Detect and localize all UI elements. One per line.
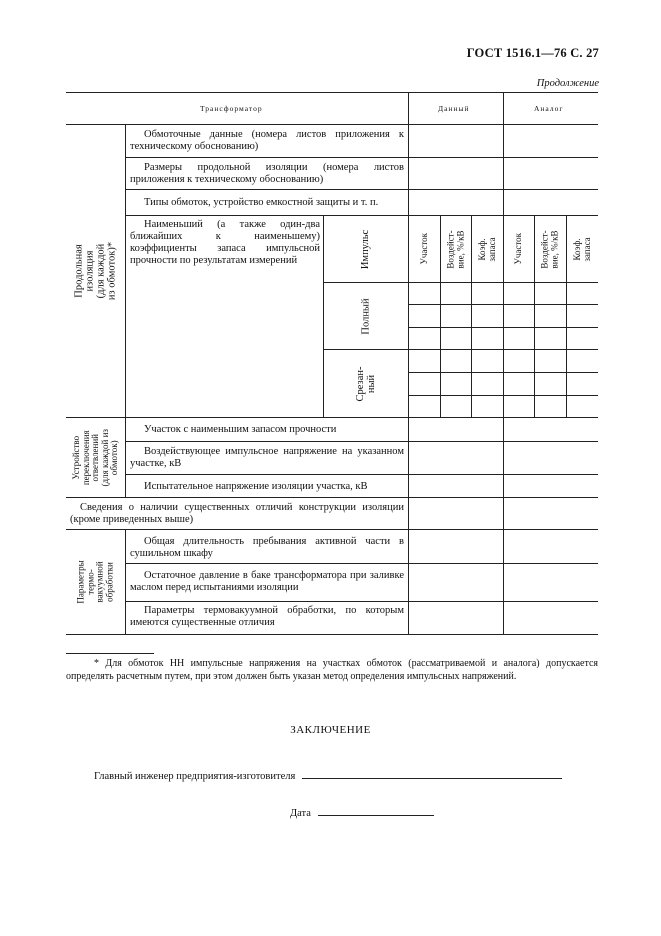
analog-voltage-header: Воздейст-вие, %/кВ	[540, 229, 560, 269]
row-least-margin: Наименьший (а также один-два ближайших к наименьшему) коэффициенты запаса импульсной прочности по результатам измерений	[130, 219, 320, 266]
footnote: * Для обмоток НН импульсные напряжения на участках обмоток (рассматриваемой и аналога) допускается определять расчетным путем, при этом должен быть указан метод определения импульсных напряжений.	[66, 658, 598, 682]
impulse-full-label: Полный	[360, 297, 372, 335]
row-residual-pressure: Остаточное давление в баке трансформатора при заливке маслом перед испытаниями изоляции	[130, 570, 404, 593]
col-header-analog: Аналог	[534, 104, 564, 113]
chief-engineer-label: Главный инженер предприятия-изготовителя	[94, 771, 296, 782]
row-weakest-section: Участок с наименьшим запасом прочности	[144, 424, 337, 435]
row-test-voltage: Испытательное напряжение изоляции участка, кВ	[144, 481, 368, 492]
row-winding-data: Обмоточные данные (номера листов приложения к техническому обоснованию)	[130, 129, 404, 152]
chief-engineer-signature	[94, 768, 562, 782]
group-vacuum-treatment: Параметры термо-вакуумной обработки	[75, 560, 114, 604]
row-acting-voltage: Воздействующее импульсное напряжение на указанном участке, кВ	[130, 446, 404, 469]
col-header-transformer: Трансформатор	[200, 104, 263, 113]
given-coef-header: Коэф. запаса	[477, 236, 497, 262]
date-field[interactable]	[318, 805, 434, 816]
impulse-chopped-label: Срезан-ный	[355, 366, 377, 401]
date-signature	[290, 805, 434, 819]
given-section-header: Участок	[418, 233, 429, 265]
given-voltage-header: Воздейст-вие, %/кВ	[445, 229, 465, 269]
impulse-label: Импульс	[360, 229, 372, 269]
analog-section-header: Участок	[513, 233, 524, 265]
conclusion-title: ЗАКЛЮЧЕНИЕ	[290, 724, 371, 736]
group-longitudinal-insulation: Продольная изоляция (для каждой из обмоток)*	[73, 241, 118, 301]
analog-coef-header: Коэф. запаса	[572, 236, 592, 262]
page-header: ГОСТ 1516.1—76 С. 27	[466, 46, 599, 60]
row-vacuum-params: Параметры термовакуумной обработки, по которым имеются существенные отличия	[130, 605, 404, 628]
group-tap-changer: Устройство переключения ответвлений (для каждой из обмоток)	[70, 428, 119, 487]
continuation-label: Продолжение	[536, 78, 599, 89]
date-label: Дата	[290, 808, 311, 819]
row-drying-time: Общая длительность пребывания активной части в сушильном шкафу	[130, 536, 404, 559]
row-insulation-sizes: Размеры продольной изоляции (номера листов приложения к техническому обоснованию)	[130, 162, 404, 185]
row-winding-types: Типы обмоток, устройство емкостной защиты и т. п.	[144, 197, 379, 208]
chief-engineer-field[interactable]	[302, 768, 562, 779]
footnote-separator	[66, 653, 154, 654]
row-construction-differences: Сведения о наличии существенных отличий конструкции изоляции (кроме приведенных выше)	[70, 502, 404, 525]
col-header-given: Данный	[438, 104, 470, 113]
